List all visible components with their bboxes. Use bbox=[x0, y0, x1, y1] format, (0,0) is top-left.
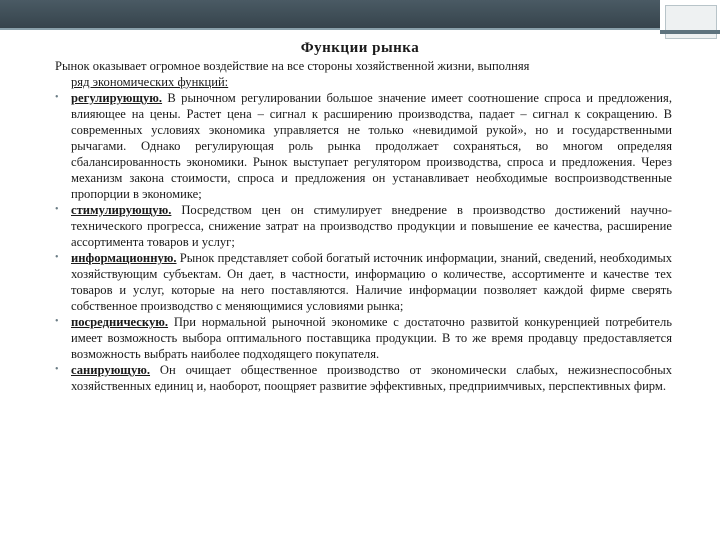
slide-title: Функции рынка bbox=[300, 40, 420, 56]
intro-lead-text: Рынок оказывает огромное воздействие на все стороны хозяйственной жизни, выполняя bbox=[55, 59, 530, 73]
function-term: посредническую. bbox=[71, 315, 169, 329]
bullet-icon: • bbox=[55, 204, 59, 215]
function-description: Посредством цен он стимулирует внедрение в производство достижений научно- технического прогресса, снижение затрат на производство продукции и повышение ее качества, расширение ассортимента товаров и услуг; bbox=[71, 203, 672, 249]
list-item-sanitizing bbox=[55, 362, 672, 394]
bullet-icon: • bbox=[55, 92, 59, 103]
function-description: Рынок представляет собой богатый источник информации, знаний, сведений, необходимых хозяйствующим субъектам. Он дает, в частности, информацию о количестве, ассортименте и качестве тех товаров и услуг, которые на него поставляются. Наличие информации позволяет каждой фирме сверять собственное производство с меняющимися условиями рынка; bbox=[71, 251, 672, 313]
slide-body bbox=[55, 58, 672, 394]
function-term: регулирующую. bbox=[71, 91, 163, 105]
intro-paragraph bbox=[55, 58, 672, 90]
corner-decoration bbox=[660, 0, 720, 40]
header-bar bbox=[0, 0, 720, 28]
bullet-icon: • bbox=[55, 316, 59, 327]
header-accent-line bbox=[0, 28, 720, 30]
intro-continuation-text: ряд экономических функций: bbox=[71, 75, 229, 89]
list-item-informational bbox=[55, 250, 672, 314]
function-term: информационную. bbox=[71, 251, 177, 265]
bullet-icon: • bbox=[55, 252, 59, 263]
function-term: санирующую. bbox=[71, 363, 151, 377]
function-description: Он очищает общественное производство от экономически слабых, нежизнеспособных хозяйственных единиц и, наоборот, поощряет развитие эффективных, предприимчивых, перспективных фирм. bbox=[71, 363, 672, 393]
function-description: В рыночном регулировании большое значение имеет соотношение спроса и предложения, влияющее на цены. Растет цена – сигнал к расширению производства, падает – сигнал к сокращению. В современных условиях экономика управляется не только «невидимой рукой», но и государственными рычагами. Однако регулирующая роль рынка продолжает сохраняться, во многом определяя сбалансированность экономики. Рынок выступает регулятором производства, спроса и предложения. Через механизм закона стоимости, спроса и предложения он устанавливает необходимые воспроизводственные пропорции в экономике; bbox=[71, 91, 672, 201]
list-item-regulating bbox=[55, 90, 672, 202]
functions-list bbox=[55, 90, 672, 394]
function-term: стимулирующую. bbox=[71, 203, 172, 217]
list-item-stimulating bbox=[55, 202, 672, 250]
corner-decoration-stripe bbox=[660, 30, 720, 34]
bullet-icon: • bbox=[55, 364, 59, 375]
list-item-intermediary bbox=[55, 314, 672, 362]
function-description: При нормальной рыночной экономике с достаточно развитой конкуренцией потребитель имеет возможность выбора оптимального поставщика продукции. В то же время продавцу предоставляется возможность выбрать наиболее подходящего покупателя. bbox=[71, 315, 672, 361]
